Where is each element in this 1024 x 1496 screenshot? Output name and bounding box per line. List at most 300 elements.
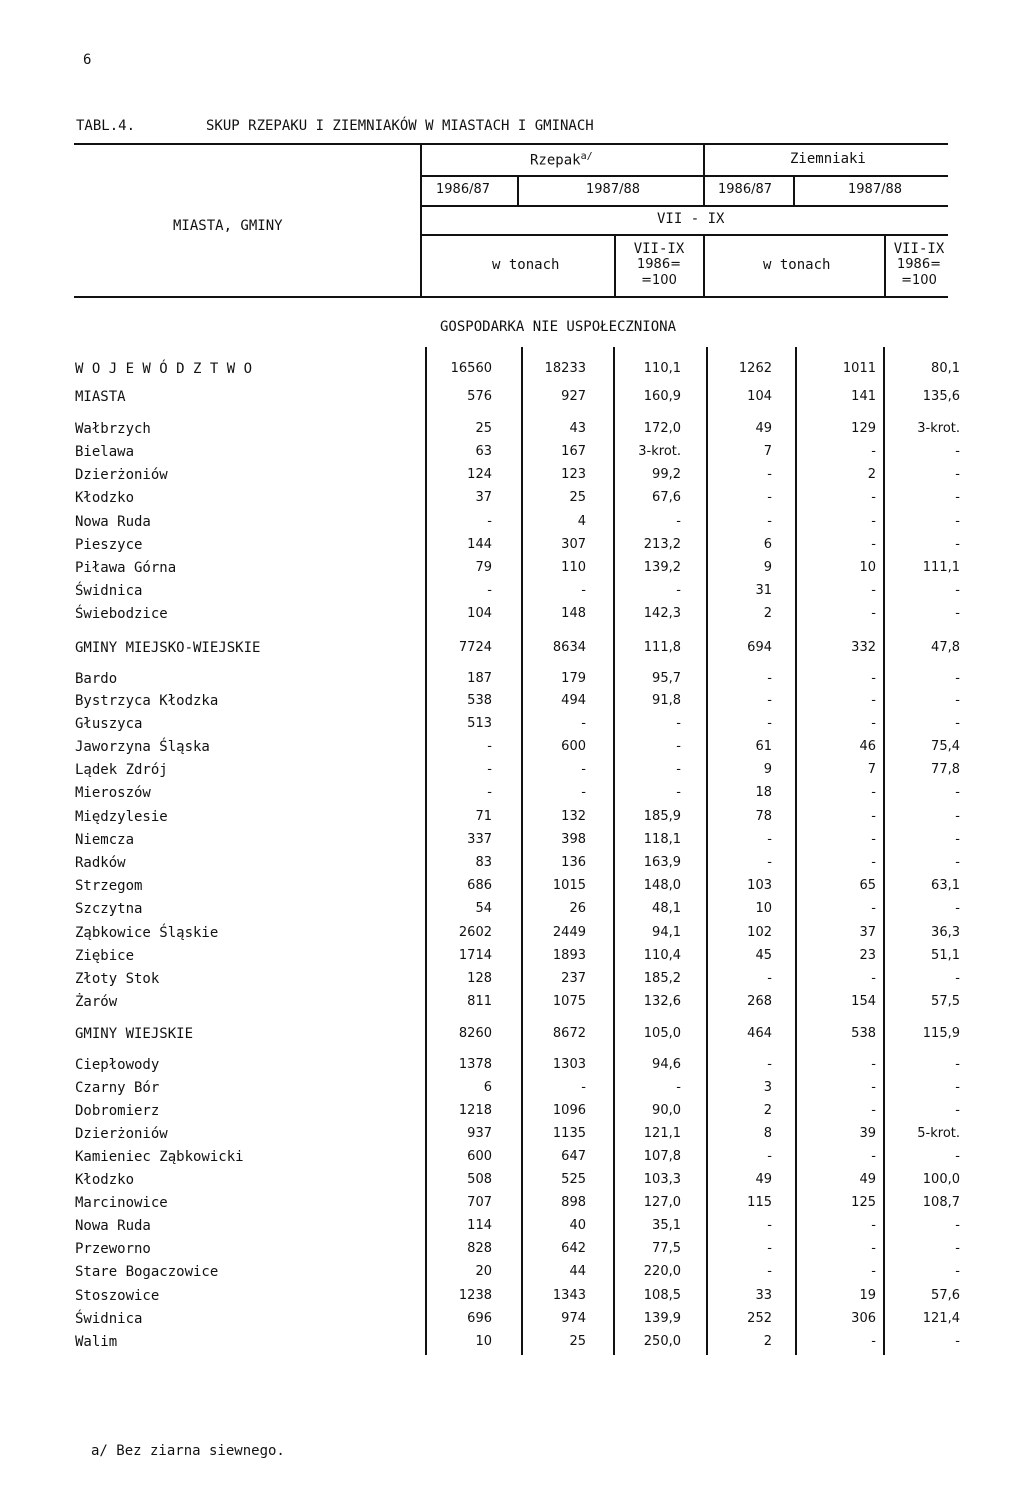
row-label: Dzierżoniów bbox=[75, 467, 168, 483]
table-cell: 94,1 bbox=[652, 925, 681, 940]
table-cell: - bbox=[955, 1241, 960, 1256]
table-cell: 25 bbox=[569, 1334, 586, 1349]
table-label: TABL.4. bbox=[76, 118, 136, 134]
header-rzepak-text: Rzepak bbox=[530, 152, 581, 169]
table-cell: - bbox=[871, 1264, 876, 1279]
table-cell: 115 bbox=[747, 1195, 772, 1210]
table-cell: 600 bbox=[561, 739, 586, 754]
table-cell: - bbox=[955, 1080, 960, 1095]
table-cell: - bbox=[767, 671, 772, 686]
header-index bbox=[884, 241, 954, 289]
row-label: Bielawa bbox=[75, 444, 135, 460]
row-label: Dobromierz bbox=[75, 1103, 160, 1119]
table-cell: - bbox=[871, 1149, 876, 1164]
table-cell: - bbox=[676, 583, 681, 598]
table-cell: 8 bbox=[763, 1126, 772, 1141]
table-cell: - bbox=[955, 1057, 960, 1072]
table-cell: 67,6 bbox=[652, 490, 681, 505]
table-cell: 250,0 bbox=[643, 1334, 681, 1349]
table-cell: 37 bbox=[859, 925, 876, 940]
table-cell: 35,1 bbox=[652, 1218, 681, 1233]
header-year: 1987/88 bbox=[848, 182, 903, 197]
table-cell: 1303 bbox=[552, 1057, 586, 1072]
table-cell: 103 bbox=[747, 878, 772, 893]
table-cell: 100,0 bbox=[922, 1172, 960, 1187]
table-cell: 8260 bbox=[458, 1026, 492, 1041]
table-cell: 642 bbox=[561, 1241, 586, 1256]
table-cell: 694 bbox=[747, 640, 772, 655]
table-cell: 306 bbox=[851, 1311, 876, 1326]
table-cell: - bbox=[767, 490, 772, 505]
header-index-line: 1986= bbox=[637, 257, 681, 272]
table-cell: 47,8 bbox=[931, 640, 960, 655]
table-cell: 937 bbox=[467, 1126, 492, 1141]
table-cell: 31 bbox=[755, 583, 772, 598]
table-cell: 464 bbox=[747, 1026, 772, 1041]
table-cell: - bbox=[871, 671, 876, 686]
header-unit: w tonach bbox=[492, 257, 560, 273]
header-period: VII - IX bbox=[657, 211, 725, 227]
table-cell: 48,1 bbox=[652, 901, 681, 916]
header-index-line: =100 bbox=[901, 273, 937, 288]
table-cell: - bbox=[767, 1264, 772, 1279]
table-cell: 148,0 bbox=[643, 878, 681, 893]
table-cell: - bbox=[767, 1218, 772, 1233]
table-cell: 124 bbox=[467, 467, 492, 482]
table-cell: 125 bbox=[851, 1195, 876, 1210]
table-cell: 707 bbox=[467, 1195, 492, 1210]
table-cell: 51,1 bbox=[931, 948, 960, 963]
table-cell: 2 bbox=[763, 1334, 772, 1349]
table-cell: 828 bbox=[467, 1241, 492, 1256]
table-cell: 129 bbox=[851, 421, 876, 436]
table-cell: 9 bbox=[763, 762, 772, 777]
header-rule bbox=[420, 175, 948, 177]
table-cell: 974 bbox=[561, 1311, 586, 1326]
table-cell: 107,8 bbox=[643, 1149, 681, 1164]
table-cell: 508 bbox=[467, 1172, 492, 1187]
table-cell: 33 bbox=[755, 1288, 772, 1303]
table-cell: 111,8 bbox=[643, 640, 681, 655]
header-index bbox=[614, 241, 704, 289]
table-cell: 25 bbox=[569, 490, 586, 505]
table-cell: 2 bbox=[867, 467, 876, 482]
table-cell: - bbox=[676, 1080, 681, 1095]
table-cell: - bbox=[767, 855, 772, 870]
table-cell: - bbox=[955, 716, 960, 731]
table-cell: 185,2 bbox=[643, 971, 681, 986]
row-label: Wałbrzych bbox=[75, 421, 151, 437]
table-cell: 142,3 bbox=[643, 606, 681, 621]
table-cell: - bbox=[955, 444, 960, 459]
table-cell: - bbox=[955, 537, 960, 552]
table-cell: 1378 bbox=[458, 1057, 492, 1072]
header-divider bbox=[793, 175, 795, 205]
table-cell: - bbox=[676, 785, 681, 800]
table-cell: 179 bbox=[561, 671, 586, 686]
table-cell: 2 bbox=[763, 606, 772, 621]
table-cell: 49 bbox=[859, 1172, 876, 1187]
table-cell: 19 bbox=[859, 1288, 876, 1303]
row-label: Jaworzyna Śląska bbox=[75, 739, 210, 755]
table-cell: 110,4 bbox=[643, 948, 681, 963]
table-cell: - bbox=[955, 514, 960, 529]
table-cell: 79 bbox=[475, 560, 492, 575]
table-cell: - bbox=[581, 583, 586, 598]
table-cell: 144 bbox=[467, 537, 492, 552]
header-unit: w tonach bbox=[763, 257, 831, 273]
table-cell: 525 bbox=[561, 1172, 586, 1187]
table-cell: - bbox=[767, 971, 772, 986]
table-cell: - bbox=[871, 1057, 876, 1072]
table-cell: - bbox=[871, 1334, 876, 1349]
table-cell: 1011 bbox=[842, 361, 876, 376]
table-cell: 398 bbox=[561, 832, 586, 847]
header-stub: MIASTA, GMINY bbox=[173, 218, 283, 234]
table-cell: 1238 bbox=[458, 1288, 492, 1303]
table-cell: 1096 bbox=[552, 1103, 586, 1118]
table-cell: 1714 bbox=[458, 948, 492, 963]
table-cell: - bbox=[676, 739, 681, 754]
table-cell: 927 bbox=[561, 389, 586, 404]
table-cell: - bbox=[955, 693, 960, 708]
table-cell: 26 bbox=[569, 901, 586, 916]
header-rzepak bbox=[530, 151, 593, 169]
row-label: Marcinowice bbox=[75, 1195, 168, 1211]
table-cell: - bbox=[955, 490, 960, 505]
row-label: Świebodzice bbox=[75, 606, 168, 622]
table-cell: - bbox=[871, 537, 876, 552]
table-cell: 7 bbox=[867, 762, 876, 777]
table-cell: - bbox=[487, 785, 492, 800]
table-cell: 45 bbox=[755, 948, 772, 963]
table-cell: - bbox=[955, 1264, 960, 1279]
header-index-line: VII-IX bbox=[893, 241, 945, 257]
header-index-line: =100 bbox=[641, 273, 677, 288]
table-cell: - bbox=[871, 832, 876, 847]
table-cell: 8672 bbox=[552, 1026, 586, 1041]
table-cell: - bbox=[871, 716, 876, 731]
table-cell: - bbox=[955, 1149, 960, 1164]
row-label: Międzylesie bbox=[75, 809, 168, 825]
row-label: Złoty Stok bbox=[75, 971, 160, 987]
table-cell: 99,2 bbox=[652, 467, 681, 482]
table-cell: 20 bbox=[475, 1264, 492, 1279]
table-cell: 44 bbox=[569, 1264, 586, 1279]
table-cell: - bbox=[955, 855, 960, 870]
table-cell: 154 bbox=[851, 994, 876, 1009]
table-cell: - bbox=[767, 716, 772, 731]
header-bottom-rule bbox=[74, 296, 948, 298]
table-cell: 110 bbox=[561, 560, 586, 575]
header-index-line: VII-IX bbox=[633, 241, 685, 257]
table-cell: - bbox=[871, 693, 876, 708]
row-label: Piława Górna bbox=[75, 560, 177, 576]
table-cell: - bbox=[871, 809, 876, 824]
table-cell: 139,9 bbox=[643, 1311, 681, 1326]
table-cell: 108,5 bbox=[643, 1288, 681, 1303]
table-cell: 65 bbox=[859, 878, 876, 893]
table-cell: 103,3 bbox=[643, 1172, 681, 1187]
table-cell: 102 bbox=[747, 925, 772, 940]
table-cell: 108,7 bbox=[922, 1195, 960, 1210]
row-label: Pieszyce bbox=[75, 537, 143, 553]
table-cell: 132,6 bbox=[643, 994, 681, 1009]
table-cell: - bbox=[955, 971, 960, 986]
table-cell: 10 bbox=[859, 560, 876, 575]
table-cell: 128 bbox=[467, 971, 492, 986]
table-cell: 1262 bbox=[738, 361, 772, 376]
table-cell: 141 bbox=[851, 389, 876, 404]
table-cell: 110,1 bbox=[643, 361, 681, 376]
row-label: W O J E W Ó D Z T W O bbox=[75, 361, 253, 377]
table-cell: 252 bbox=[747, 1311, 772, 1326]
table-cell: - bbox=[871, 606, 876, 621]
table-cell: 139,2 bbox=[643, 560, 681, 575]
table-cell: 696 bbox=[467, 1311, 492, 1326]
table-cell: - bbox=[955, 671, 960, 686]
table-cell: 1218 bbox=[458, 1103, 492, 1118]
table-cell: 77,5 bbox=[652, 1241, 681, 1256]
footnote: a/ Bez ziarna siewnego. bbox=[91, 1443, 285, 1459]
table-cell: - bbox=[676, 716, 681, 731]
table-cell: - bbox=[581, 762, 586, 777]
table-cell: 49 bbox=[755, 421, 772, 436]
row-label: Kłodzko bbox=[75, 490, 135, 506]
header-year: 1987/88 bbox=[586, 182, 641, 197]
table-cell: - bbox=[767, 514, 772, 529]
table-cell: 77,8 bbox=[931, 762, 960, 777]
table-cell: 307 bbox=[561, 537, 586, 552]
table-cell: 3-krot. bbox=[917, 421, 960, 436]
table-cell: 63 bbox=[475, 444, 492, 459]
header-top-rule bbox=[74, 143, 948, 145]
row-label: Kłodzko bbox=[75, 1172, 135, 1188]
row-label: Ciepłowody bbox=[75, 1057, 160, 1073]
table-cell: 18233 bbox=[544, 361, 586, 376]
table-cell: 18 bbox=[755, 785, 772, 800]
table-cell: - bbox=[871, 971, 876, 986]
table-cell: 115,9 bbox=[922, 1026, 960, 1041]
row-label: Dzierżoniów bbox=[75, 1126, 168, 1142]
table-cell: 71 bbox=[475, 809, 492, 824]
table-cell: 83 bbox=[475, 855, 492, 870]
row-label: Bystrzyca Kłodzka bbox=[75, 693, 219, 709]
table-cell: 80,1 bbox=[931, 361, 960, 376]
table-cell: 78 bbox=[755, 809, 772, 824]
table-cell: - bbox=[871, 514, 876, 529]
page-number: 6 bbox=[83, 52, 92, 68]
table-cell: 94,6 bbox=[652, 1057, 681, 1072]
table-cell: 46 bbox=[859, 739, 876, 754]
table-cell: 91,8 bbox=[652, 693, 681, 708]
table-cell: 10 bbox=[755, 901, 772, 916]
section-title: GOSPODARKA NIE USPOŁECZNIONA bbox=[440, 319, 677, 335]
row-label: Stare Bogaczowice bbox=[75, 1264, 219, 1280]
table-cell: 36,3 bbox=[931, 925, 960, 940]
header-rule bbox=[420, 234, 948, 236]
row-label: Nowa Ruda bbox=[75, 514, 151, 530]
header-year: 1986/87 bbox=[436, 182, 491, 197]
table-cell: - bbox=[767, 693, 772, 708]
table-cell: - bbox=[676, 762, 681, 777]
table-cell: 57,5 bbox=[931, 994, 960, 1009]
header-rule bbox=[420, 205, 948, 207]
table-cell: 136 bbox=[561, 855, 586, 870]
table-cell: 1075 bbox=[552, 994, 586, 1009]
table-cell: 538 bbox=[851, 1026, 876, 1041]
row-label: Głuszyca bbox=[75, 716, 143, 732]
table-cell: - bbox=[871, 1218, 876, 1233]
table-cell: 121,4 bbox=[922, 1311, 960, 1326]
table-cell: - bbox=[871, 855, 876, 870]
table-cell: 163,9 bbox=[643, 855, 681, 870]
table-cell: 187 bbox=[467, 671, 492, 686]
table-cell: 7 bbox=[763, 444, 772, 459]
table-cell: 104 bbox=[467, 606, 492, 621]
row-label: Ziębice bbox=[75, 948, 135, 964]
table-cell: 57,6 bbox=[931, 1288, 960, 1303]
table-cell: 2 bbox=[763, 1103, 772, 1118]
table-cell: 54 bbox=[475, 901, 492, 916]
table-cell: - bbox=[955, 606, 960, 621]
table-cell: 2602 bbox=[458, 925, 492, 940]
table-cell: - bbox=[767, 832, 772, 847]
row-label: Niemcza bbox=[75, 832, 135, 848]
header-index-line: 1986= bbox=[897, 257, 941, 272]
table-cell: - bbox=[487, 583, 492, 598]
table-cell: 63,1 bbox=[931, 878, 960, 893]
table-cell: 90,0 bbox=[652, 1103, 681, 1118]
table-cell: 494 bbox=[561, 693, 586, 708]
row-label: MIASTA bbox=[75, 389, 126, 405]
table-cell: 4 bbox=[577, 514, 586, 529]
table-cell: 75,4 bbox=[931, 739, 960, 754]
table-cell: 513 bbox=[467, 716, 492, 731]
table-cell: 600 bbox=[467, 1149, 492, 1164]
row-label: Mieroszów bbox=[75, 785, 151, 801]
table-cell: 6 bbox=[483, 1080, 492, 1095]
table-cell: - bbox=[955, 1334, 960, 1349]
table-cell: - bbox=[676, 514, 681, 529]
row-label: Przeworno bbox=[75, 1241, 151, 1257]
table-title: SKUP RZEPAKU I ZIEMNIAKÓW W MIASTACH I GMINACH bbox=[206, 118, 594, 134]
table-cell: - bbox=[955, 785, 960, 800]
table-cell: 123 bbox=[561, 467, 586, 482]
table-cell: 811 bbox=[467, 994, 492, 1009]
table-cell: 132 bbox=[561, 809, 586, 824]
row-label: GMINY WIEJSKIE bbox=[75, 1026, 194, 1042]
table-cell: 1893 bbox=[552, 948, 586, 963]
row-label: Walim bbox=[75, 1334, 118, 1350]
table-cell: 3 bbox=[763, 1080, 772, 1095]
table-cell: - bbox=[871, 444, 876, 459]
table-cell: 40 bbox=[569, 1218, 586, 1233]
table-cell: 135,6 bbox=[922, 389, 960, 404]
table-cell: - bbox=[487, 762, 492, 777]
table-cell: 118,1 bbox=[643, 832, 681, 847]
table-cell: 237 bbox=[561, 971, 586, 986]
table-cell: 43 bbox=[569, 421, 586, 436]
table-cell: 95,7 bbox=[652, 671, 681, 686]
table-cell: - bbox=[871, 901, 876, 916]
table-cell: 220,0 bbox=[643, 1264, 681, 1279]
table-cell: - bbox=[581, 785, 586, 800]
table-cell: 1343 bbox=[552, 1288, 586, 1303]
table-cell: 6 bbox=[763, 537, 772, 552]
table-cell: - bbox=[871, 1080, 876, 1095]
table-cell: - bbox=[767, 467, 772, 482]
table-cell: 61 bbox=[755, 739, 772, 754]
table-cell: 3-krot. bbox=[638, 444, 681, 459]
table-cell: - bbox=[767, 1149, 772, 1164]
table-cell: - bbox=[955, 832, 960, 847]
table-cell: - bbox=[955, 901, 960, 916]
table-cell: - bbox=[955, 1103, 960, 1118]
table-cell: 127,0 bbox=[643, 1195, 681, 1210]
table-cell: 114 bbox=[467, 1218, 492, 1233]
table-cell: 1135 bbox=[552, 1126, 586, 1141]
table-cell: 9 bbox=[763, 560, 772, 575]
row-label: Świdnica bbox=[75, 583, 143, 599]
table-cell: - bbox=[871, 1103, 876, 1118]
table-cell: 2449 bbox=[552, 925, 586, 940]
table-cell: 167 bbox=[561, 444, 586, 459]
table-cell: - bbox=[487, 514, 492, 529]
footnote-marker: a/ bbox=[580, 151, 593, 162]
table-cell: 23 bbox=[859, 948, 876, 963]
table-cell: 8634 bbox=[552, 640, 586, 655]
table-cell: - bbox=[955, 467, 960, 482]
table-cell: 686 bbox=[467, 878, 492, 893]
table-cell: 49 bbox=[755, 1172, 772, 1187]
table-cell: 148 bbox=[561, 606, 586, 621]
row-label: Świdnica bbox=[75, 1311, 143, 1327]
table-cell: 898 bbox=[561, 1195, 586, 1210]
table-cell: - bbox=[871, 1241, 876, 1256]
header-ziemniaki: Ziemniaki bbox=[790, 151, 866, 167]
row-label: Radków bbox=[75, 855, 126, 871]
table-cell: 213,2 bbox=[643, 537, 681, 552]
table-cell: 268 bbox=[747, 994, 772, 1009]
table-cell: 10 bbox=[475, 1334, 492, 1349]
table-cell: 538 bbox=[467, 693, 492, 708]
row-label: Stoszowice bbox=[75, 1288, 160, 1304]
table-cell: 5-krot. bbox=[917, 1126, 960, 1141]
row-label: Szczytna bbox=[75, 901, 143, 917]
row-label: Żarów bbox=[75, 994, 118, 1010]
table-cell: 105,0 bbox=[643, 1026, 681, 1041]
table-cell: 160,9 bbox=[643, 389, 681, 404]
row-label: Nowa Ruda bbox=[75, 1218, 151, 1234]
table-cell: 172,0 bbox=[643, 421, 681, 436]
table-cell: - bbox=[955, 583, 960, 598]
table-cell: 337 bbox=[467, 832, 492, 847]
table-cell: 104 bbox=[747, 389, 772, 404]
table-cell: 576 bbox=[467, 389, 492, 404]
header-year: 1986/87 bbox=[718, 182, 773, 197]
table-cell: 16560 bbox=[450, 361, 492, 376]
header-divider bbox=[420, 143, 422, 296]
row-label: Czarny Bór bbox=[75, 1080, 160, 1096]
table-cell: 1015 bbox=[552, 878, 586, 893]
table-cell: - bbox=[955, 809, 960, 824]
table-cell: - bbox=[767, 1241, 772, 1256]
row-label: Kamieniec Ząbkowicki bbox=[75, 1149, 244, 1165]
table-cell: - bbox=[487, 739, 492, 754]
table-cell: 39 bbox=[859, 1126, 876, 1141]
table-cell: 25 bbox=[475, 421, 492, 436]
